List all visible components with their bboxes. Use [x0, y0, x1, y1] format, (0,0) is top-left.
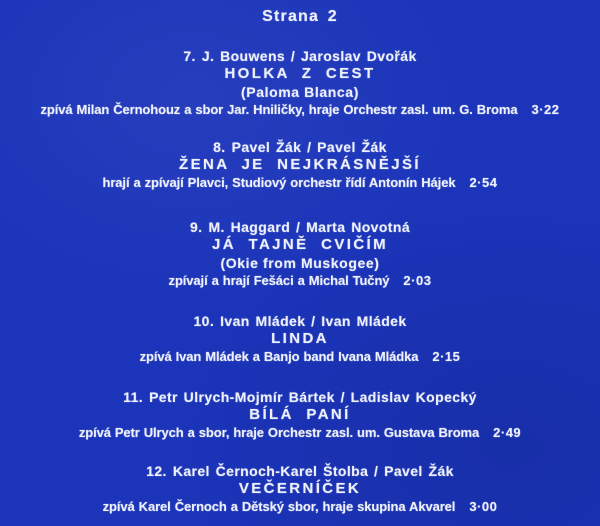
track-duration: 3·22	[531, 102, 560, 117]
track-credits	[0, 348, 600, 366]
track-entry-9	[0, 218, 600, 290]
track-credits	[0, 174, 600, 192]
track-number: 8.	[213, 139, 226, 155]
track-credits	[0, 101, 600, 119]
track-number: 9.	[189, 219, 203, 235]
track-entry-8	[0, 138, 600, 192]
track-duration: 2·03	[403, 273, 432, 288]
track-duration: 3·00	[469, 499, 498, 514]
track-title: VEČERNÍČEK	[238, 480, 362, 497]
track-authors: M. Haggard / Marta Novotná	[208, 219, 410, 235]
track-title: HOLKA Z CEST	[224, 65, 376, 82]
credits-text: zpívá Karel Černoch a Dětský sbor, hraje skupina Akvarel	[102, 499, 456, 514]
track-composers	[0, 312, 600, 330]
track-subtitle: (Okie from Muskogee)	[220, 255, 380, 271]
track-title: JÁ TAJNĚ CVIČÍM	[211, 236, 389, 253]
credits-text: zpívá Milan Černohouz a sbor Jar. Hniličky, hraje Orchestr zasl. um. G. Broma	[40, 102, 518, 117]
track-composers	[0, 138, 600, 156]
track-list	[0, 47, 600, 516]
track-credits	[0, 272, 600, 290]
credits-text: zpívá Ivan Mládek a Banjo band Ivana Mládka	[139, 349, 419, 364]
track-composers	[0, 388, 600, 406]
track-duration: 2·49	[493, 425, 522, 440]
credits-text: hrají a zpívají Plavci, Studiový orchestr řídí Antonín Hájek	[102, 175, 456, 190]
credits-text: zpívají a hrají Fešáci a Michal Tučný	[168, 273, 390, 288]
track-subtitle: (Paloma Blanca)	[241, 84, 359, 100]
track-authors: J. Bouwens / Jaroslav Dvořák	[201, 48, 417, 64]
track-composers	[0, 462, 600, 480]
track-composers	[0, 47, 600, 65]
track-composers	[0, 218, 600, 236]
credits-text: zpívá Petr Ulrych a sbor, hraje Orchestr zasl. um. Gustava Broma	[78, 425, 480, 440]
track-entry-11	[0, 388, 600, 442]
page-title: Strana 2	[262, 8, 338, 25]
track-number: 11.	[123, 389, 144, 405]
track-credits	[0, 498, 600, 516]
track-duration: 2·15	[432, 349, 461, 364]
track-entry-10	[0, 312, 600, 366]
track-entry-12	[0, 462, 600, 516]
track-credits	[0, 424, 600, 442]
track-title: ŽENA JE NEJKRÁSNĚJŠÍ	[179, 156, 421, 173]
track-title: LINDA	[271, 330, 329, 347]
track-number: 7.	[183, 48, 196, 64]
track-title: BÍLÁ PANÍ	[249, 406, 351, 423]
track-authors: Ivan Mládek / Ivan Mládek	[220, 313, 407, 329]
track-authors: Petr Ulrych-Mojmír Bártek / Ladislav Kopecký	[149, 389, 477, 405]
track-number: 12.	[146, 463, 167, 479]
track-duration: 2·54	[469, 175, 498, 190]
track-authors: Pavel Žák / Pavel Žák	[231, 139, 387, 155]
track-number: 10.	[193, 313, 215, 329]
track-authors: Karel Černoch-Karel Štolba / Pavel Žák	[172, 463, 454, 479]
track-entry-7	[0, 47, 600, 119]
